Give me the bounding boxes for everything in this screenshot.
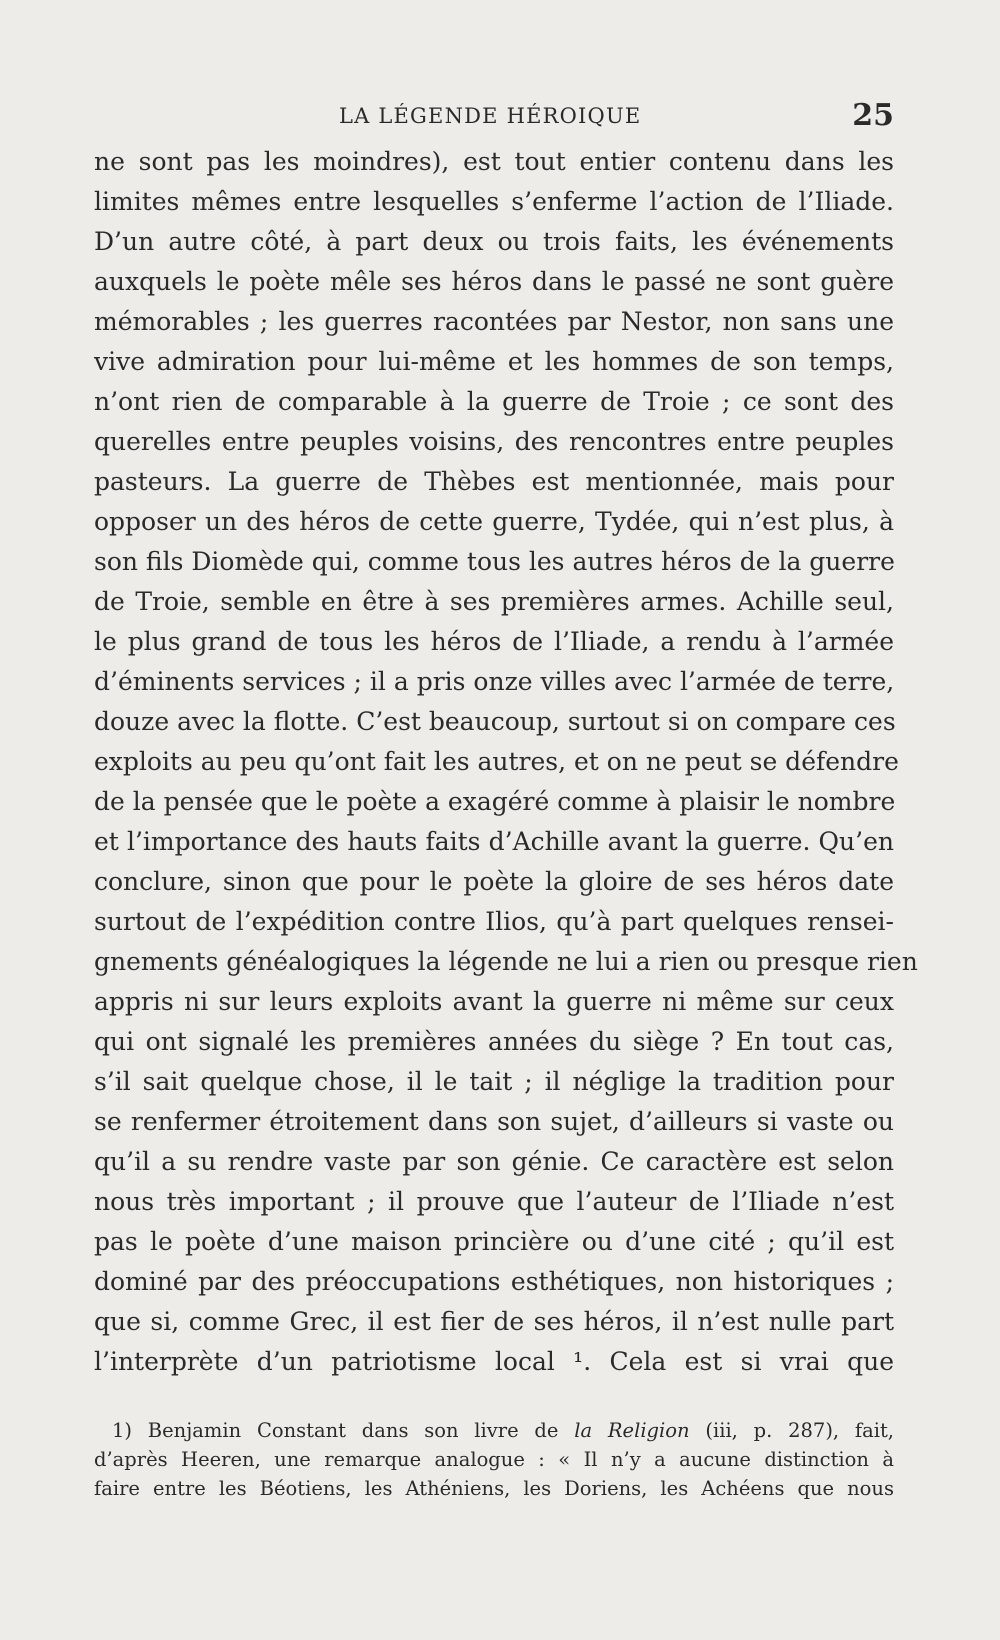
text-line: querelles entre peuples voisins, des rencontres entre peuples [94,427,894,456]
text-line: douze avec la flotte. C’est beaucoup, surtout si on compare ces [94,707,896,736]
text-line: de la pensée que le poète a exagéré comme à plaisir le nombre [94,787,896,816]
text-line: son fils Diomède qui, comme tous les autres héros de la guerre [94,547,895,576]
footnote-line: faire entre les Béotiens, les Athéniens, les Doriens, les Achéens que nous [94,1477,894,1500]
running-title: LA LÉGENDE HÉROIQUE [339,104,642,128]
text-line: conclure, sinon que pour le poète la gloire de ses héros date [94,867,894,896]
text-line: s’il sait quelque chose, il le tait ; il néglige la tradition pour [94,1067,894,1096]
footnote [94,1416,894,1503]
text-line: ne sont pas les moindres), est tout entier contenu dans les [94,147,894,176]
text-line: l’interprète d’un patriotisme local ¹. Cela est si vrai que [94,1347,894,1376]
body-text [94,142,918,1382]
running-head [94,98,894,134]
text-line: auxquels le poète mêle ses héros dans le passé ne sont guère [94,267,894,296]
text-line: pasteurs. La guerre de Thèbes est mentionnée, mais pour [94,467,894,496]
text-line: dominé par des préoccupations esthétiques, non historiques ; [94,1267,894,1296]
text-line: n’ont rien de comparable à la guerre de Troie ; ce sont des [94,387,894,416]
footnote-book-title: la Religion [574,1419,690,1442]
text-line: d’éminents services ; il a pris onze villes avec l’armée de terre, [94,667,895,696]
footnote-text: 1) Benjamin Constant dans son livre de [112,1419,575,1442]
text-line: se renfermer étroitement dans son sujet, d’ailleurs si vaste ou [94,1107,894,1136]
text-line: D’un autre côté, à part deux ou trois faits, les événements [94,227,894,256]
text-line: nous très important ; il prouve que l’auteur de l’Iliade n’est [94,1187,894,1216]
text-line: vive admiration pour lui-même et les hommes de son temps, [94,347,894,376]
text-line: surtout de l’expédition contre Ilios, qu’à part quelques rensei- [94,907,894,936]
text-line: mémorables ; les guerres racontées par Nestor, non sans une [94,307,894,336]
footnote-line: d’après Heeren, une remarque analogue : « Il n’y a aucune distinction à [94,1448,894,1471]
text-line: pas le poète d’une maison princière ou d’une cité ; qu’il est [94,1227,894,1256]
text-line: de Troie, semble en être à ses premières armes. Achille seul, [94,587,894,616]
text-line: limites mêmes entre lesquelles s’enferme l’action de l’Iliade. [94,187,894,216]
text-line: gnements généalogiques la légende ne lui a rien ou presque rien [94,947,918,976]
footnote-text: (iii, p. 287), fait, [689,1419,895,1442]
text-line: que si, comme Grec, il est fier de ses héros, il n’est nulle part [94,1307,894,1336]
text-line: qui ont signalé les premières années du siège ? En tout cas, [94,1027,894,1056]
text-line: qu’il a su rendre vaste par son génie. Ce caractère est selon [94,1147,894,1176]
text-line: exploits au peu qu’ont fait les autres, et on ne peut se défendre [94,747,899,776]
text-line: appris ni sur leurs exploits avant la guerre ni même sur ceux [94,987,894,1016]
text-line: opposer un des héros de cette guerre, Tydée, qui n’est plus, à [94,507,894,536]
footnote-line [94,1416,894,1445]
text-line: le plus grand de tous les héros de l’Iliade, a rendu à l’armée [94,627,894,656]
text-line: et l’importance des hauts faits d’Achille avant la guerre. Qu’en [94,827,894,856]
page-number: 25 [852,98,894,133]
